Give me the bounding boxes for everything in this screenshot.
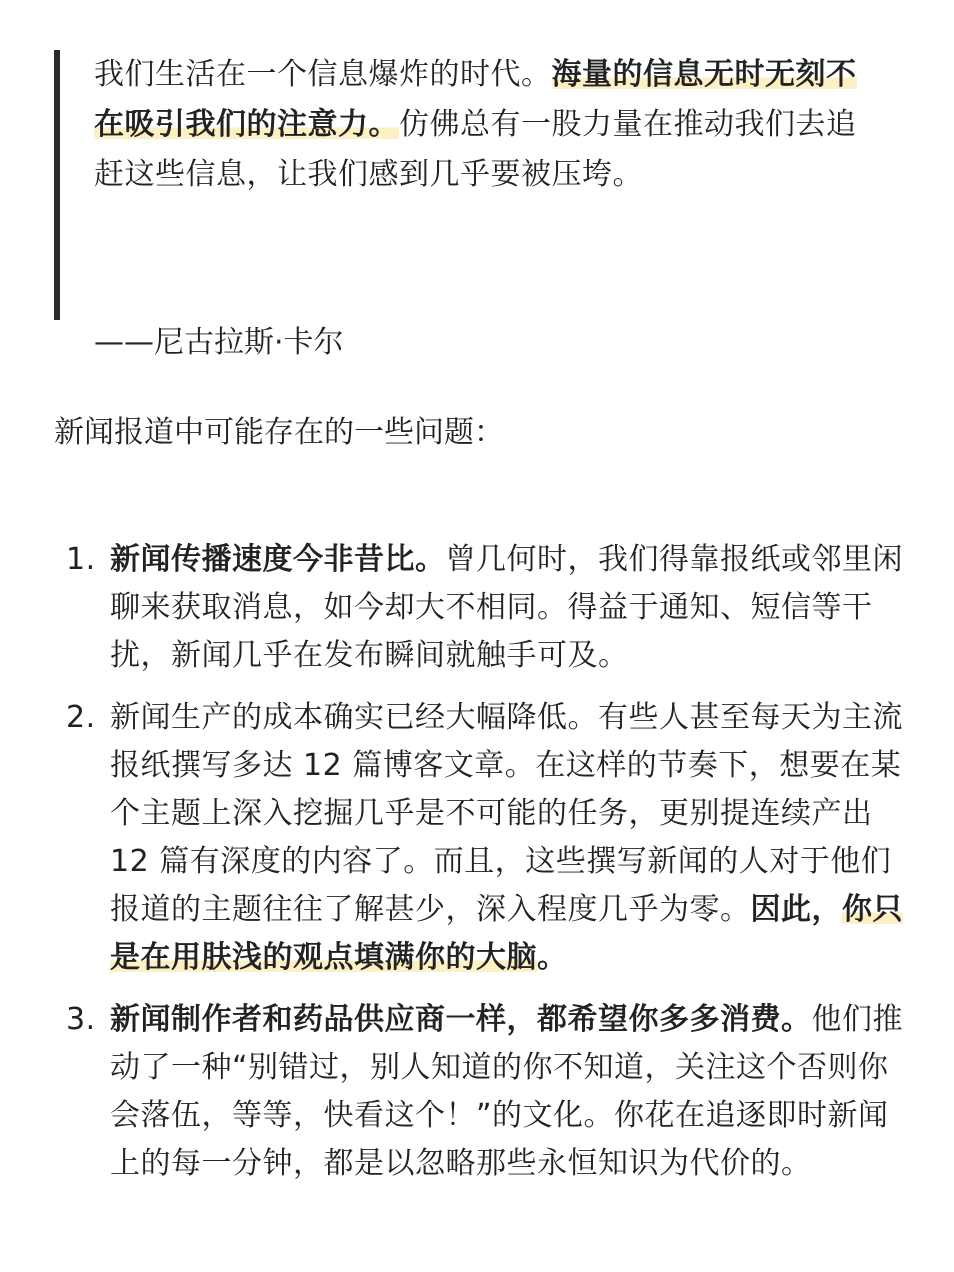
list-item xyxy=(54,694,914,982)
list-item-text: 他们推动了一种“别错过，别人知道的你不知道，关注这个否则你会落伍，等等，快看这个！”的文化。你花在追逐即时新闻上的每一分钟，都是以忽略那些永恒知识为代价的。 xyxy=(110,1002,903,1181)
list-item-bold-lead: 新闻制作者和药品供应商一样，都希望你多多消费。 xyxy=(110,1002,812,1037)
numbered-list xyxy=(54,536,914,1202)
intro-paragraph: 新闻报道中可能存在的一些问题： xyxy=(54,415,504,450)
quote-text xyxy=(94,50,874,200)
quote-text-before: 我们生活在一个信息爆炸的时代。 xyxy=(94,57,552,92)
list-item-number: 2. xyxy=(66,700,96,735)
quote-author: ——尼古拉斯·卡尔 xyxy=(94,325,344,360)
list-item-text: 曾几何时，我们得靠报纸或邻里闲聊来获取消息，如今却大不相同。得益于通知、短信等干扰，新闻几乎在发布瞬间就触手可及。 xyxy=(110,542,903,673)
list-item-highlight: 你只是在用肤浅的观点填满你的大脑 xyxy=(110,892,903,975)
list-item-number: 1. xyxy=(66,542,96,577)
list-item xyxy=(54,996,914,1188)
list-item-number: 3. xyxy=(66,1002,96,1037)
list-item-bold-suffix: 。 xyxy=(537,940,568,975)
quote-text-after: 仿佛总有一股力量在推动我们去追赶这些信息，让我们感到几乎要被压垮。 xyxy=(94,107,857,192)
list-item-bold-lead: 新闻传播速度今非昔比。 xyxy=(110,542,446,577)
list-item xyxy=(54,536,914,680)
list-item-bold-prefix: 因此， xyxy=(750,892,842,927)
quote-highlight: 海量的信息无时无刻不在吸引我们的注意力。 xyxy=(94,57,857,142)
list-item-text: 新闻生产的成本确实已经大幅降低。有些人甚至每天为主流报纸撰写多达 12 篇博客文章。在这样的节奏下，想要在某个主题上深入挖掘几乎是不可能的任务，更别提连续产出 12 篇有深度的内容了。而且，这些撰写新闻的人对于他们报道的主题往往了解甚少，深入程度几乎为零。 xyxy=(110,700,903,927)
blockquote xyxy=(54,50,880,360)
